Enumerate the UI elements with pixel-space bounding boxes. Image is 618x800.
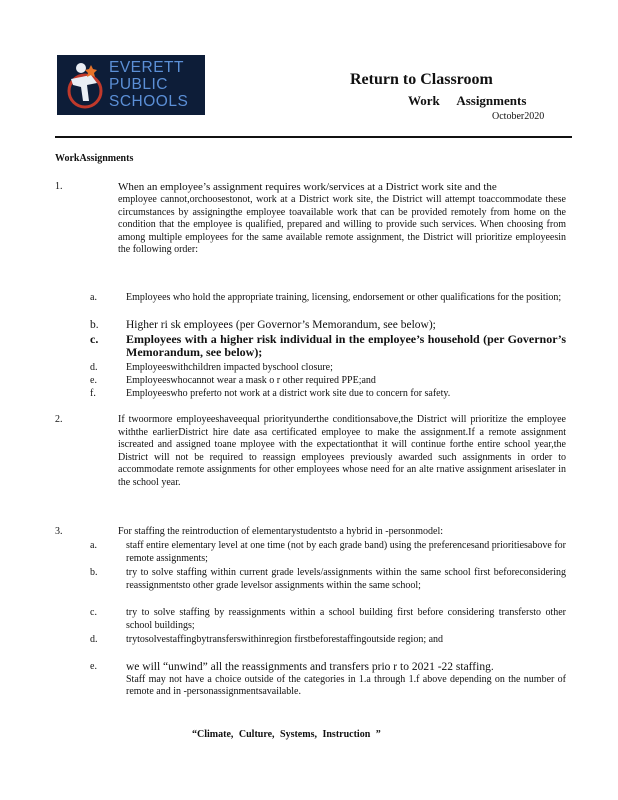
item-text: If twoormore employeeshaveequal priorityunderthe conditionsabove,the District will prioritize the employee withthe earlierDistrict hire date asa certificated employee to make the assignment.If a remote assignment iscreated and assigned toane mployee with the expectationthat it will continue forthe entire school year,the District will not be required to reassign employees previously awarded such assignments in order to accommodate remote assignments for other employees whose need for an alte rnative assignment ariseslater in the school year. [118,414,566,488]
logo-line-3: SCHOOLS [109,93,189,110]
district-logo [57,55,205,115]
logo-figure-icon [57,55,117,115]
item-number: 2. [55,414,63,425]
item-number: 3. [55,526,63,537]
footer-quote: “Climate, Culture, Systems, Instruction ” [192,729,381,740]
item-number: 1. [55,181,63,192]
logo-wordmark [109,59,203,110]
logo-line-1: EVERETT [109,59,184,76]
document-date: October2020 [492,111,545,122]
page-subtitle: Work Assignments [408,93,527,108]
item-lead: When an employee’s assignment requires work/services at a District work site and the [118,181,497,193]
item-text: For staffing the reintroduction of elementarystudentsto a hybrid in -personmodel: [118,526,444,537]
logo-line-2: PUBLIC [109,76,168,93]
header-divider [55,136,572,138]
sub-item-lead: we will “unwind” all the reassignments and transfers prio r to 2021 -22 staffing. [126,661,494,673]
page-title: Return to Classroom [350,71,493,88]
section-heading: WorkAssignments [55,153,134,164]
item-text: employee cannot,orchoosestonot, work at a District work site, the District will attempt toaccommodate these circumstances by assigningthe employee toavailable work that can be provided remotely from home on the condition that the employee is qualified, prepared and willing to provide such services. When choosing from among multiple employees for the same available remote assignment, the District will prioritize employeesin the following order: [118,194,566,255]
sub-item-text: Staff may not have a choice outside of the categories in 1.a through 1.f above depending on the number of remote and in -personassignmentsavailable. [126,673,566,697]
